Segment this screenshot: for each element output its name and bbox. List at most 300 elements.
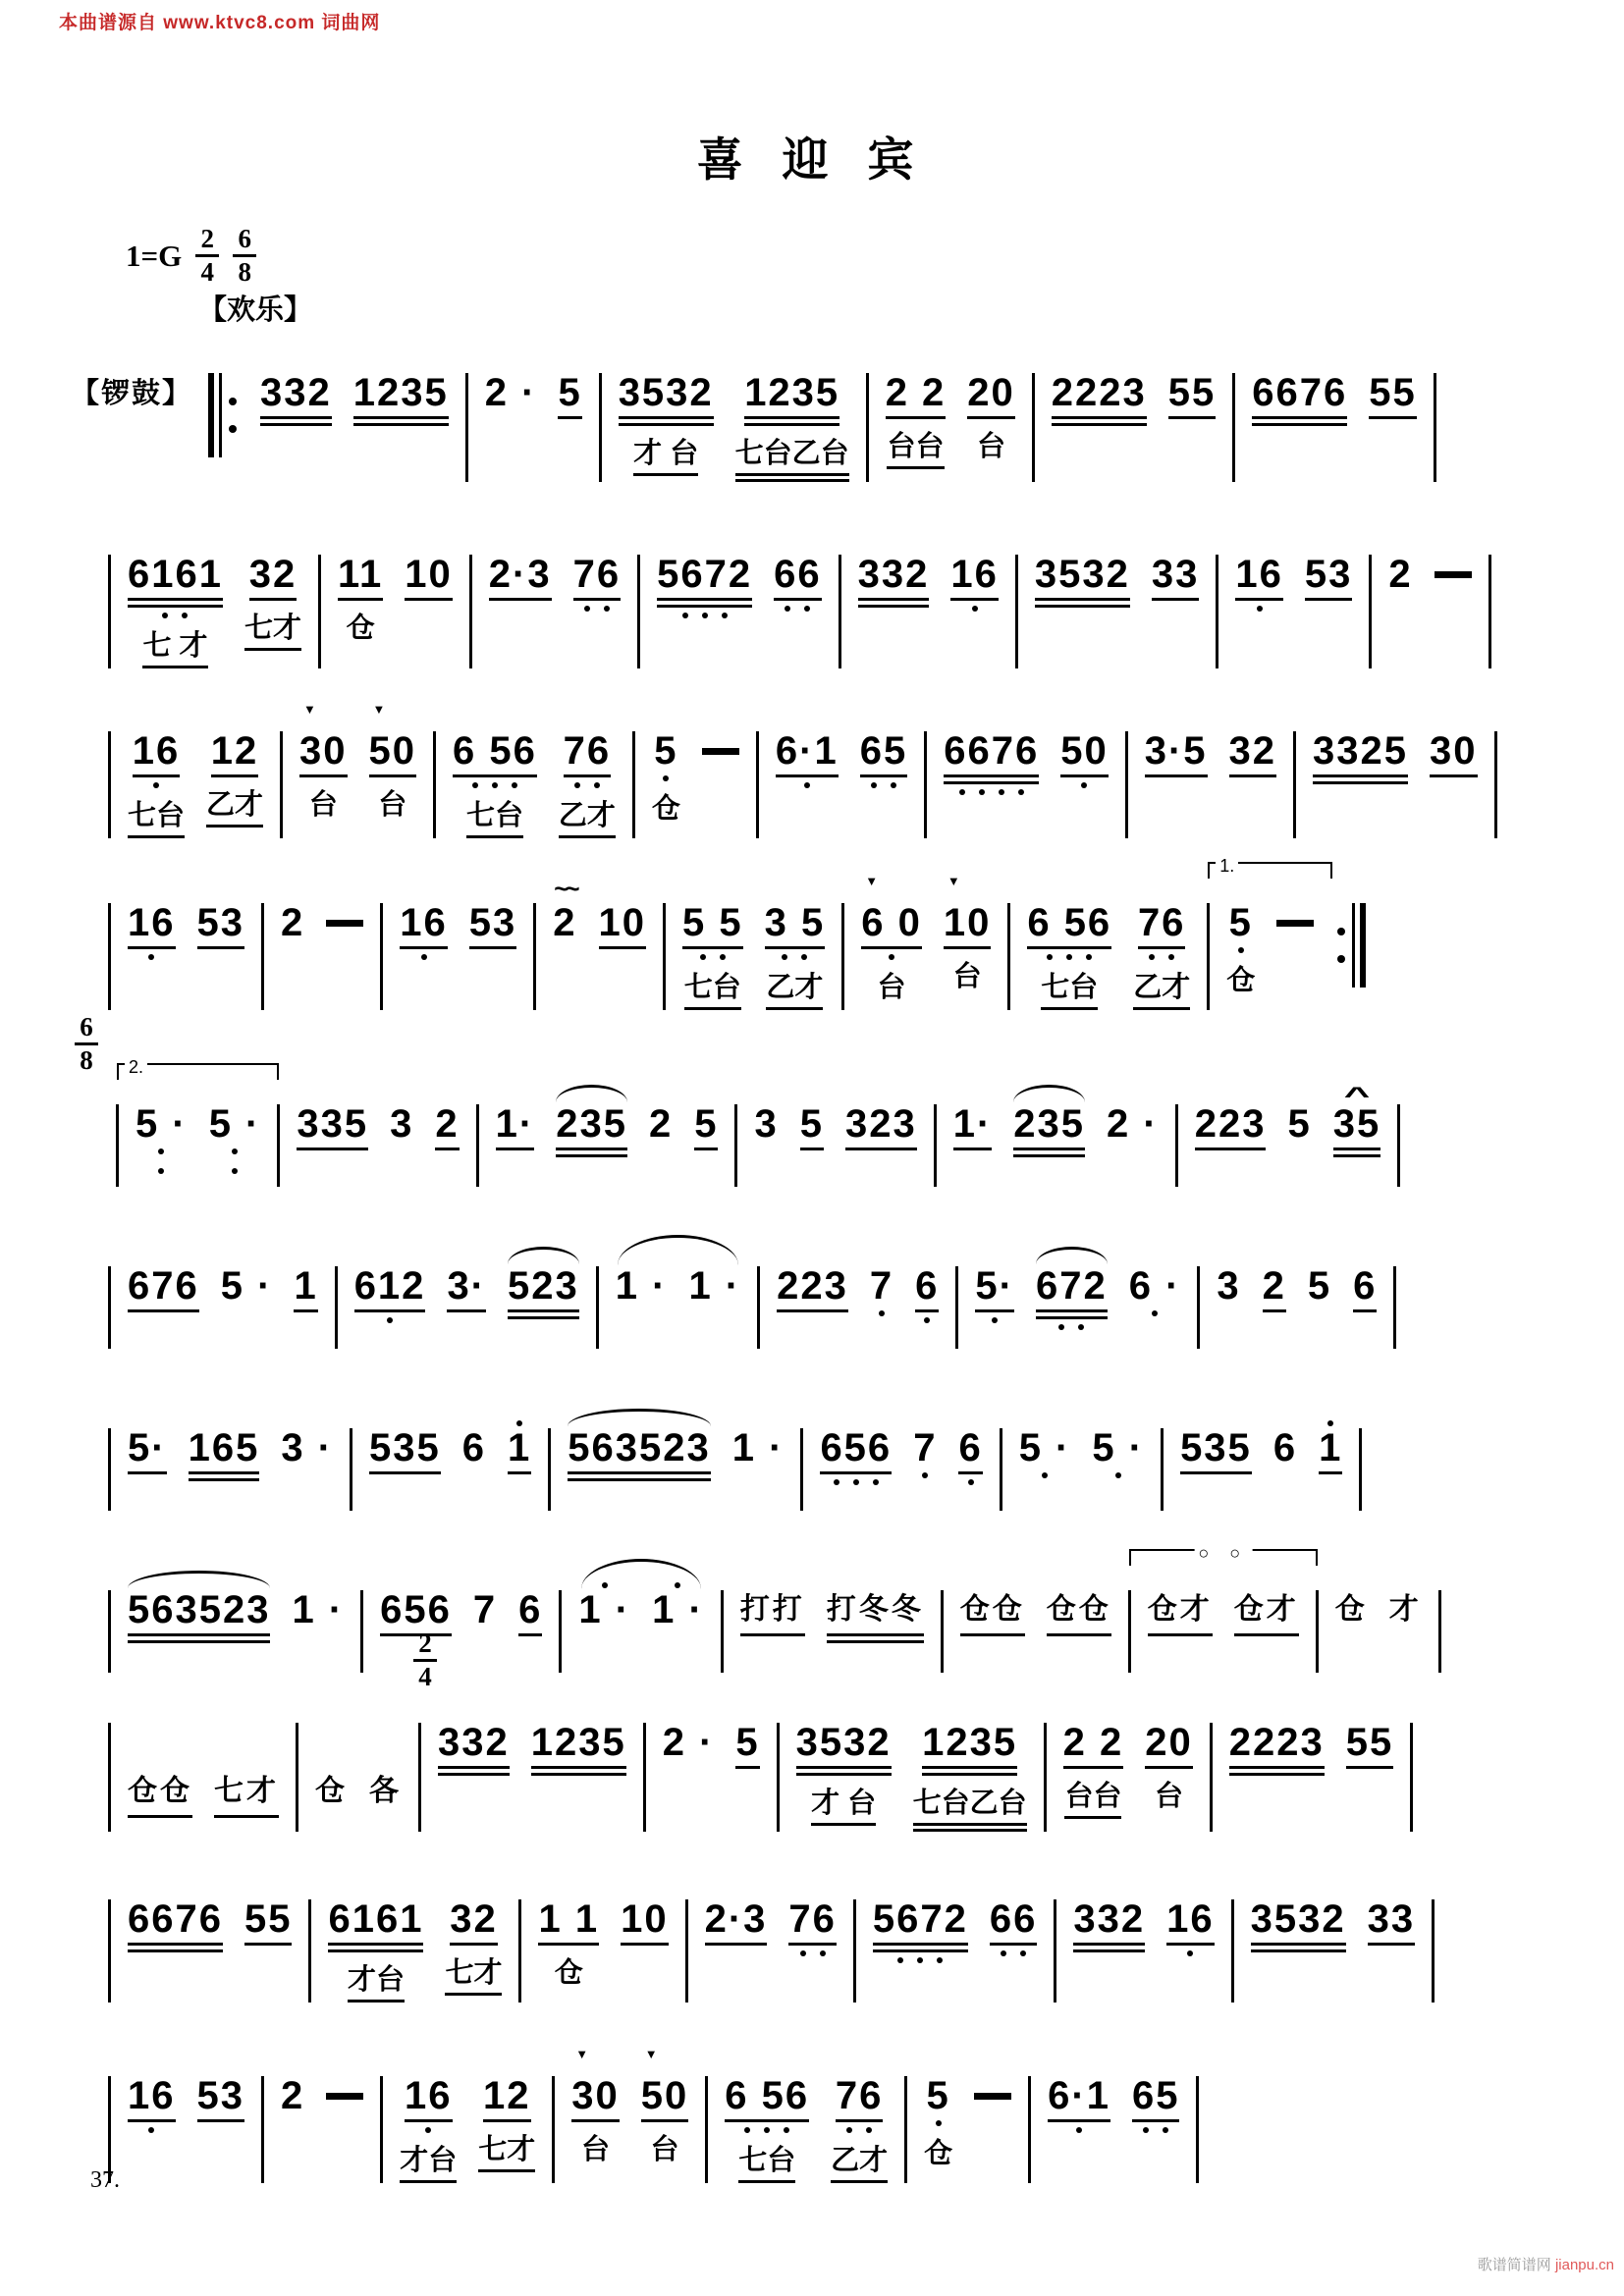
note-text: 1 · xyxy=(292,1588,345,1631)
note-text: 5 xyxy=(926,2074,950,2117)
octave-dot xyxy=(682,613,688,618)
note-group xyxy=(975,1233,1014,1323)
note-text: 5· xyxy=(975,1264,1014,1308)
note-annotations xyxy=(1308,1233,1331,1266)
beam-underline xyxy=(483,2119,531,2122)
percussion-lyric xyxy=(878,972,906,1004)
note-annotations xyxy=(619,340,714,373)
beam-underline xyxy=(573,598,622,601)
measure xyxy=(760,1233,955,1323)
key-signature: 1=G xyxy=(126,238,183,273)
note-annotations xyxy=(974,2043,1011,2076)
note-group xyxy=(326,870,363,942)
percussion-lyric xyxy=(1226,965,1255,997)
note-text: 6161 xyxy=(128,553,223,596)
measure xyxy=(1018,521,1216,608)
note-text-column xyxy=(1013,1104,1085,1157)
note-text-column xyxy=(578,1590,630,1629)
octave-dot-row xyxy=(1076,2127,1082,2133)
octave-dot xyxy=(492,782,498,788)
note-text: 1 xyxy=(294,1264,318,1308)
beam-underline xyxy=(369,1471,441,1474)
note-text: 2223 xyxy=(1051,371,1147,414)
note-group xyxy=(974,2043,1011,2115)
beam-underline xyxy=(1229,774,1277,777)
note-text-column xyxy=(133,731,181,788)
music-line xyxy=(108,521,1491,668)
beam-underline xyxy=(214,1815,279,1818)
note-annotations xyxy=(189,1395,260,1428)
note-group xyxy=(1333,1071,1381,1157)
music-line xyxy=(108,1866,1435,2002)
lyric-underline xyxy=(244,648,301,651)
octave-dot-row xyxy=(1047,954,1092,960)
note-text: 1 · xyxy=(652,1588,704,1631)
note-text: 563523 xyxy=(568,1426,711,1469)
beam-underline xyxy=(564,774,612,777)
note-text: 323 xyxy=(844,1102,917,1146)
note-text-column xyxy=(886,373,947,419)
beam-underline xyxy=(1235,598,1283,601)
note-text: 2 2 xyxy=(885,371,947,414)
lyric-text: 七台乙台 xyxy=(912,1788,1027,1819)
octave-dot xyxy=(604,606,610,612)
beam-underline xyxy=(556,1148,627,1150)
lyric-text: 台台 xyxy=(1064,1781,1122,1812)
note-text: 7 xyxy=(472,1588,498,1631)
accent-icon: ▼ xyxy=(644,2047,658,2061)
octave-dot-row xyxy=(1152,1310,1158,1316)
note-text-column xyxy=(1052,373,1147,426)
octave-dot xyxy=(1047,954,1053,960)
note-group xyxy=(326,2043,363,2115)
note-group xyxy=(641,2043,689,2166)
music-line xyxy=(108,856,1366,1010)
beam-underline xyxy=(1152,598,1200,601)
note-annotations xyxy=(353,340,449,373)
note-group xyxy=(244,521,301,651)
accent-icon: ▼ xyxy=(372,702,386,717)
note-text: 6 0 xyxy=(861,901,922,944)
measure xyxy=(958,1233,1197,1330)
note-group xyxy=(1060,698,1109,788)
note-text-column xyxy=(788,1899,837,1956)
note-annotations xyxy=(886,340,947,373)
lyric-text: 七 才 xyxy=(142,630,208,662)
octave-dot-row xyxy=(968,1479,974,1485)
note-text: 6 xyxy=(915,1264,940,1308)
ts-denominator: 8 xyxy=(238,257,252,287)
note-text-column xyxy=(1368,1899,1416,1946)
note-text-column xyxy=(211,731,259,777)
beam-underline xyxy=(438,1773,510,1776)
note-group xyxy=(508,1233,579,1319)
note-group xyxy=(1346,1689,1394,1769)
instrument-label: 【锣鼓】 xyxy=(71,378,193,409)
note-text-column xyxy=(1229,1723,1325,1776)
note-text-column xyxy=(960,1590,1025,1636)
note-text-column xyxy=(777,1266,848,1312)
note-text: 1235 xyxy=(530,1721,626,1764)
note-text-column xyxy=(1229,731,1277,777)
held-note-dash xyxy=(1435,571,1472,578)
note-group xyxy=(209,1071,261,1174)
note-group xyxy=(400,870,448,960)
lyric-underline xyxy=(633,473,698,476)
octave-dot xyxy=(800,1950,806,1956)
note-group xyxy=(694,1071,718,1150)
octave-dot-row xyxy=(897,1957,943,1963)
note-text-column xyxy=(1305,555,1353,601)
note-annotations xyxy=(326,2043,363,2076)
note-group xyxy=(754,1071,778,1144)
lyric-text: 七台乙台 xyxy=(734,438,849,469)
note-text-column xyxy=(260,373,332,426)
beam-underline xyxy=(1047,1633,1111,1636)
note-annotations xyxy=(641,2043,689,2076)
octave-dot xyxy=(846,2127,852,2133)
note-group xyxy=(197,870,245,949)
note-text-column xyxy=(1287,1104,1311,1144)
note-text-column xyxy=(705,1899,768,1946)
note-text: 3532 xyxy=(1250,1897,1346,1941)
measure xyxy=(856,1866,1054,1963)
note-text: 53 xyxy=(1304,553,1353,596)
beam-underline xyxy=(128,1943,223,1946)
end-repeat-sign xyxy=(1330,903,1366,988)
octave-dot xyxy=(1149,954,1155,960)
beam-underline xyxy=(197,2119,245,2122)
beam-underline xyxy=(836,2119,884,2122)
note-annotations xyxy=(735,340,849,373)
measure xyxy=(944,1557,1128,1636)
trill-icon: ~~ xyxy=(554,874,576,903)
note-annotations xyxy=(975,1233,1014,1266)
beam-underline xyxy=(508,1471,531,1474)
note-text-column xyxy=(221,1266,273,1306)
note-group xyxy=(652,1557,704,1629)
beam-underline xyxy=(958,1471,982,1474)
beam-underline xyxy=(800,1148,824,1150)
lyric-text: 乙才 xyxy=(558,800,616,831)
note-text-column xyxy=(1129,1266,1181,1316)
note-text: 2 xyxy=(553,901,577,944)
beam-underline xyxy=(1168,416,1217,419)
note-text-column xyxy=(1229,903,1253,953)
measure xyxy=(666,870,841,1010)
octave-dot xyxy=(853,1479,859,1485)
note-text: 打打 xyxy=(739,1593,805,1626)
note-text: 35 xyxy=(1332,1102,1381,1146)
note-text: 6676 xyxy=(128,1897,223,1941)
octave-dot-row xyxy=(846,2127,872,2133)
note-text: 10 xyxy=(598,901,646,944)
percussion-lyric xyxy=(887,431,944,469)
beam-underline xyxy=(568,1478,710,1481)
note-annotations xyxy=(950,521,999,555)
lyric-underline xyxy=(478,2169,535,2172)
beam-underline xyxy=(249,598,298,601)
note-text-column xyxy=(967,373,1015,419)
note-group xyxy=(1229,1689,1325,1776)
beam-underline xyxy=(1166,1943,1215,1946)
beam-underline xyxy=(1036,1309,1108,1312)
note-text: 5 xyxy=(799,1102,824,1146)
high-octave-dots xyxy=(578,1582,630,1588)
note-text: 3 xyxy=(754,1102,779,1146)
lyric-underline xyxy=(1064,1816,1121,1819)
note-group xyxy=(400,2043,457,2183)
note-annotations xyxy=(688,1233,740,1266)
note-annotations xyxy=(694,1071,718,1104)
repeat-dot xyxy=(1337,928,1345,935)
octave-dot-row xyxy=(1001,1950,1026,1956)
note-group xyxy=(380,1557,452,1636)
note-annotations xyxy=(1229,1689,1325,1723)
note-text: 76 xyxy=(563,729,612,773)
note-annotations xyxy=(1152,521,1200,555)
measure xyxy=(298,1689,418,1811)
beam-underline xyxy=(197,946,245,949)
note-text-column xyxy=(1252,373,1347,426)
note-text-column xyxy=(485,373,537,412)
note-text-column xyxy=(776,731,839,788)
beam-underline xyxy=(438,1766,510,1769)
note-text: 16 xyxy=(128,2074,176,2117)
measure xyxy=(640,521,838,618)
note-group xyxy=(294,1233,317,1312)
note-text: 16 xyxy=(132,729,181,773)
note-group xyxy=(128,698,185,838)
note-text-column xyxy=(694,1104,718,1150)
note-text: 5 xyxy=(1307,1264,1332,1308)
note-text-column xyxy=(732,1428,785,1468)
note-group xyxy=(702,698,739,771)
note-text-column xyxy=(369,1428,441,1474)
note-group xyxy=(820,1395,892,1485)
measure xyxy=(937,1071,1175,1157)
note-text: 1· xyxy=(495,1102,535,1146)
repeat-thin-bar xyxy=(219,373,222,457)
note-text-column xyxy=(1273,1428,1297,1468)
note-group xyxy=(128,521,223,668)
note-text-column xyxy=(128,1428,167,1474)
octave-dot xyxy=(1152,1310,1158,1316)
note-group xyxy=(1319,1395,1342,1474)
beam-underline xyxy=(211,774,259,777)
note-text-column xyxy=(462,1428,486,1468)
note-annotations xyxy=(1166,1866,1215,1899)
octave-dot xyxy=(584,606,590,612)
note-text-column xyxy=(128,1899,223,1952)
lyric-text: 仓 xyxy=(346,613,375,644)
note-text-column xyxy=(873,1899,968,1963)
note-annotations xyxy=(469,870,517,903)
note-annotations xyxy=(128,1233,199,1266)
note-annotations xyxy=(221,1233,273,1266)
note-text-column xyxy=(652,1590,704,1629)
octave-dot xyxy=(512,782,517,788)
measure xyxy=(111,698,280,838)
note-text-column xyxy=(405,555,453,601)
beam-underline xyxy=(450,1943,498,1946)
note-text: 535 xyxy=(1180,1426,1252,1469)
measure xyxy=(555,2043,705,2166)
beam-underline xyxy=(453,774,537,777)
footer-watermark-domain: jianpu.cn xyxy=(1554,2257,1614,2273)
percussion-lyric xyxy=(347,613,375,645)
note-text: 5 xyxy=(654,729,678,773)
octave-dot xyxy=(1115,1472,1121,1478)
note-annotations xyxy=(1313,698,1408,731)
octave-dot xyxy=(148,954,154,960)
note-text: 1 · xyxy=(578,1588,631,1631)
high-octave-dots xyxy=(652,1582,704,1588)
note-group xyxy=(538,1866,599,1990)
note-group xyxy=(1129,1233,1181,1316)
octave-dot xyxy=(1020,1950,1026,1956)
tempo-mood-marking: 【欢乐】 xyxy=(198,294,313,326)
octave-dot-row xyxy=(1257,606,1263,612)
lyric-text: 才 台 xyxy=(811,1788,877,1819)
note-annotations xyxy=(913,1689,1027,1723)
barline xyxy=(1196,2076,1199,2183)
high-octave-dots xyxy=(508,1420,531,1426)
note-annotations xyxy=(831,2043,888,2076)
note-text-column xyxy=(641,2076,689,2122)
note-text: 6 xyxy=(518,1588,543,1631)
beam-underline xyxy=(740,1633,805,1636)
measure xyxy=(724,1557,941,1643)
note-annotations xyxy=(1335,1557,1368,1590)
beam-underline xyxy=(820,1471,892,1474)
octave-dot xyxy=(1018,789,1024,795)
note-text-column xyxy=(405,2076,453,2133)
note-annotations xyxy=(1019,1395,1071,1428)
note-annotations xyxy=(578,1557,630,1590)
octave-dot-row xyxy=(744,2127,789,2133)
note-annotations xyxy=(369,698,417,731)
note-group xyxy=(1252,340,1347,426)
note-text-column xyxy=(1168,373,1217,419)
measure xyxy=(264,870,380,942)
note-text-column xyxy=(568,1428,710,1481)
note-text: 6 56 xyxy=(1027,901,1112,944)
note-text-column xyxy=(950,555,999,612)
note-group xyxy=(621,1866,669,1946)
note-text-column xyxy=(953,1104,993,1150)
beam-underline xyxy=(621,1943,669,1946)
beam-underline xyxy=(1036,1316,1108,1319)
note-text-column xyxy=(214,1772,279,1818)
note-text: 55 xyxy=(1369,371,1417,414)
lyric-underline xyxy=(206,825,263,828)
beam-underline xyxy=(354,1309,426,1312)
note-text: 6 56 xyxy=(453,729,537,773)
note-text: 1 · xyxy=(731,1426,785,1469)
percussion-lyric xyxy=(309,789,338,822)
octave-dot xyxy=(968,1479,974,1485)
note-text-column xyxy=(447,1266,486,1312)
note-group xyxy=(1313,698,1408,784)
beam-underline xyxy=(858,605,930,608)
note-group xyxy=(128,870,176,960)
note-group xyxy=(214,1738,279,1818)
note-annotations xyxy=(800,1071,824,1104)
note-text-column xyxy=(915,1266,939,1323)
note-annotations xyxy=(1389,1557,1422,1590)
lyric-underline xyxy=(348,2000,405,2002)
note-text: 6676 xyxy=(1252,371,1348,414)
note-text: 33 xyxy=(1367,1897,1416,1941)
note-group xyxy=(657,521,752,618)
octave-dot-row xyxy=(992,1317,998,1323)
octave-dot xyxy=(889,954,894,960)
note-text-column xyxy=(1333,1104,1381,1157)
note-text-column xyxy=(1036,1266,1108,1330)
note-group xyxy=(1073,1866,1145,1952)
note-text: 2 xyxy=(281,901,305,944)
note-text: 2 2 xyxy=(1062,1721,1124,1764)
percussion-lyric xyxy=(684,972,741,1010)
note-text-column xyxy=(400,903,448,960)
beam-underline xyxy=(1048,2119,1110,2122)
beam-underline xyxy=(953,1148,993,1150)
beam-underline xyxy=(128,2119,176,2122)
beam-underline xyxy=(873,1949,968,1952)
beam-underline xyxy=(915,1309,939,1312)
note-annotations xyxy=(1145,698,1208,731)
note-annotations xyxy=(652,698,680,731)
beam-underline xyxy=(1368,1943,1416,1946)
note-text-column xyxy=(774,555,822,612)
note-text: 2 xyxy=(281,2074,305,2117)
beam-underline xyxy=(128,1633,270,1636)
octave-dot-row xyxy=(1187,1950,1193,1956)
note-text: 332 xyxy=(438,1721,510,1764)
beam-underline xyxy=(338,598,383,601)
note-text-column xyxy=(649,1104,673,1144)
note-annotations xyxy=(924,2043,952,2076)
note-group xyxy=(725,2043,809,2183)
octave-dot xyxy=(1143,2127,1149,2133)
note-group xyxy=(496,1071,535,1150)
note-group xyxy=(473,1557,497,1629)
measure xyxy=(907,2043,1028,2170)
note-group xyxy=(944,698,1039,795)
note-group xyxy=(1166,1866,1215,1956)
note-group xyxy=(128,1557,270,1643)
note-text-column xyxy=(654,731,677,781)
octave-dot xyxy=(702,613,708,618)
note-group xyxy=(1251,1866,1346,1952)
ts-numerator: 6 xyxy=(80,1012,93,1041)
beam-underline xyxy=(619,423,714,426)
note-text: 3·5 xyxy=(1144,729,1208,773)
note-annotations xyxy=(1148,1557,1213,1590)
high-octave-dots xyxy=(1319,1420,1342,1426)
note-annotations xyxy=(621,1866,669,1899)
note-text: 5 xyxy=(735,1721,760,1764)
note-text-column xyxy=(1048,2076,1110,2133)
measure xyxy=(119,1057,277,1174)
octave-dot-row xyxy=(682,613,728,618)
note-group xyxy=(338,521,383,645)
note-text-column xyxy=(796,1723,892,1776)
octave-dot xyxy=(999,789,1004,795)
octave-dot-row xyxy=(889,954,894,960)
note-text: 1235 xyxy=(922,1721,1018,1764)
